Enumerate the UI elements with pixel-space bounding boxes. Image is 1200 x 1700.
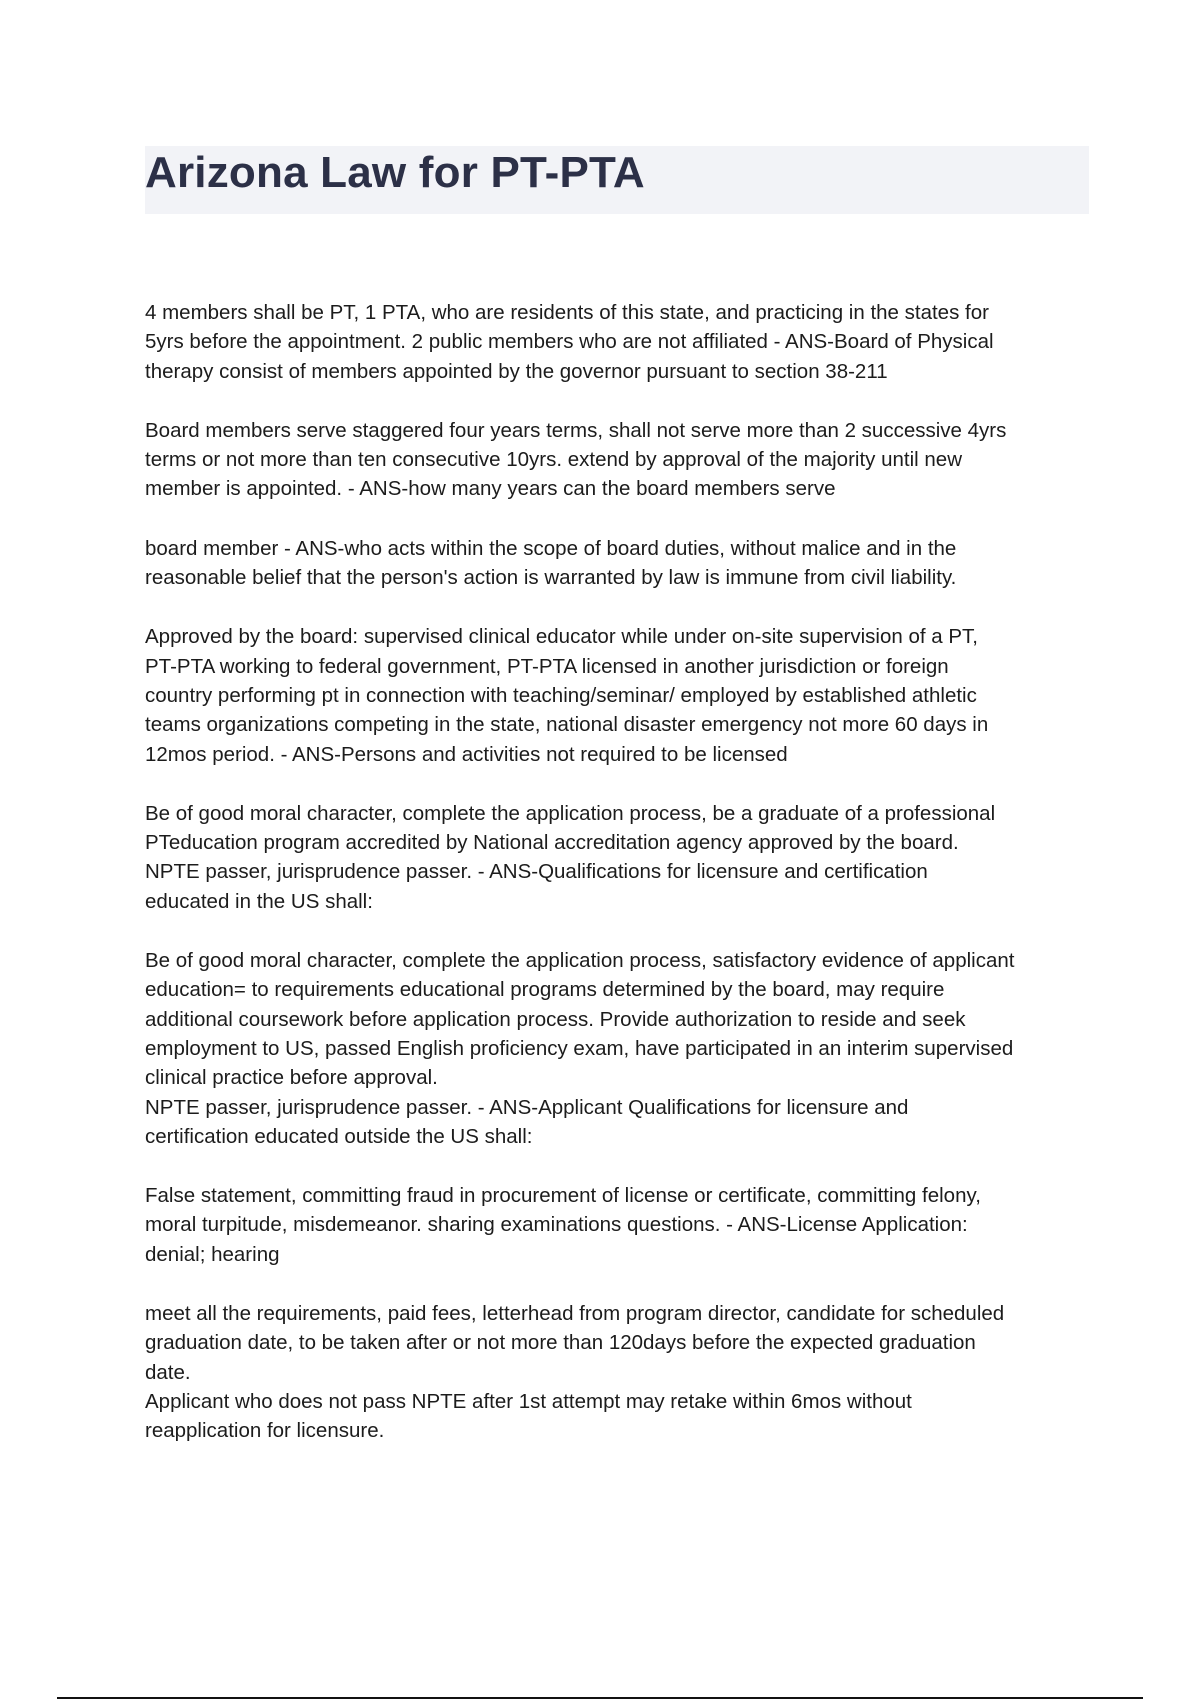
entry-npte-requirements: meet all the requirements, paid fees, letterhead from program director, candidate for scheduled graduation date, to be taken after or not more than 120days before the expected graduation date. Applicant who does not pass NPTE after 1st attempt may retake within 6mos without reapplication for licensure. [145, 1302, 1005, 1443]
entry-us-qualifications: Be of good moral character, complete the application process, be a graduate of a professional PTeducation program accredited by National accreditation agency approved by the board. NPTE passer, jurisprudence passer. - ANS-Qualifications for licensure and certification educated in the US shall: [145, 801, 996, 913]
entry-board-composition: 4 members shall be PT, 1 PTA, who are residents of this state, and practicing in the states for 5yrs before the appointment. 2 public members who are not affiliated - ANS-Board of Physical therapy consist of members appointed by the governor pursuant to section 38-211 [145, 301, 994, 383]
footer-divider [57, 1697, 1143, 1699]
entry-list [145, 298, 1089, 1476]
entry-license-exemptions: Approved by the board: supervised clinical educator while under on-site supervision of a PT, PT-PTA working to federal government, PT-PTA licensed in another jurisdiction or foreign country performing pt in connection with teaching/seminar/ employed by established athletic teams organizations competing in the state, national disaster emergency not more 60 days in 12mos period. - ANS-Persons and activities not required to be licensed [145, 625, 989, 766]
entry-application-denial: False statement, committing fraud in procurement of license or certificate, committing felony, moral turpitude, misdemeanor. sharing examinations questions. - ANS-License Application: denial; hearing [145, 1184, 981, 1266]
entry-civil-immunity: board member - ANS-who acts within the scope of board duties, without malice and in the reasonable belief that the person's action is warranted by law is immune from civil liability. [145, 536, 957, 590]
document-title: Arizona Law for PT-PTA [145, 148, 645, 197]
entry-board-terms: Board members serve staggered four years terms, shall not serve more than 2 successive 4yrs terms or not more than ten consecutive 10yrs. extend by approval of the majority until new member is appointed. - ANS-how many years can the board members serve [145, 418, 1007, 501]
entry-foreign-qualifications: Be of good moral character, complete the application process, satisfactory evidence of applicant education= to requirements educational programs determined by the board, may require additional coursework before application process. Provide authorization to reside and seek employment to US, passed English proficiency exam, have participated in an interim supervised clinical practice before approval. NPTE passer, jurisprudence passer. - ANS-Applicant Qualifications for licensure and certification educated outside the US shall: [145, 949, 1015, 1148]
